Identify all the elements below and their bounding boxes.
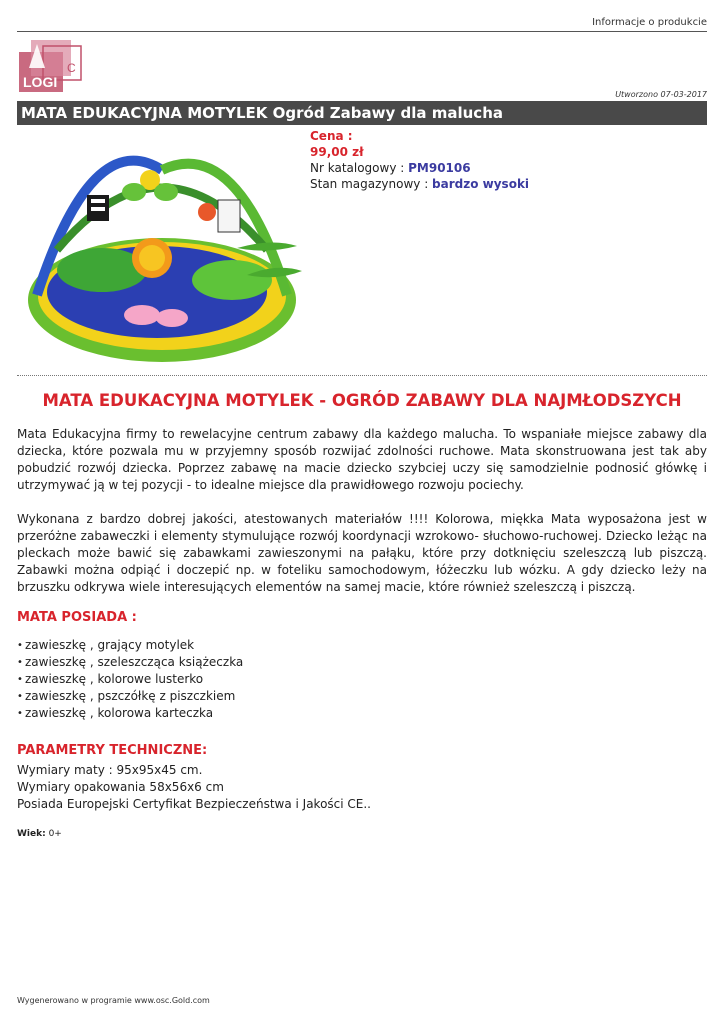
includes-list (17, 637, 243, 722)
product-info (310, 128, 529, 192)
top-divider (17, 31, 707, 32)
description-headline: MATA EDUKACYJNA MOTYLEK - OGRÓD ZABAWY DLA NAJMŁODSZYCH (42, 391, 682, 410)
top-label: Informacje o produkcie (592, 17, 707, 28)
list-item: • zawieszkę , grający motylek (17, 637, 243, 654)
description-paragraph-1: Mata Edukacyjna firmy to rewelacyjne centrum zabawy dla każdego malucha. To wspaniałe miejsce zabawy dla dziecka, które pozwala mu w przyjemny sposób rozwijać zdolności ruchowe. Mata skonstruowana jest tak aby pobudzić rozwój dziecka. Poprzez zabawę na macie dziecko szybciej uczy się samodzielnie podnosić główkę i utrzymywać ją w tej pozycji - to idealne miejsce dla prawidłowego rozwoju pociechy. (17, 427, 707, 492)
stock-status (310, 176, 529, 192)
stock-value: bardzo wysoki (432, 177, 530, 191)
svg-text:C: C (67, 61, 76, 75)
price-value: 99,00 zł (310, 145, 364, 159)
list-item: • zawieszkę , pszczółkę z piszczkiem (17, 688, 243, 705)
list-item: • zawieszkę , kolorowa karteczka (17, 705, 243, 722)
param-line: Posiada Europejski Certyfikat Bezpieczeństwa i Jakości CE.. (17, 797, 371, 811)
stock-label: Stan magazynowy : (310, 177, 433, 191)
product-photo (22, 130, 302, 370)
product-title: MATA EDUKACYJNA MOTYLEK Ogród Zabawy dla malucha (17, 101, 707, 125)
catalog-value: PM90106 (408, 161, 471, 175)
catalog-number (310, 160, 529, 176)
params-block (17, 762, 371, 813)
params-heading: PARAMETRY TECHNICZNE: (17, 743, 208, 758)
age-label: Wiek: (17, 829, 46, 839)
list-item: • zawieszkę , kolorowe lusterko (17, 671, 243, 688)
param-line: Wymiary maty : 95x95x45 cm. (17, 763, 203, 777)
footer-text: Wygenerowano w programie www.osc.Gold.com (17, 996, 210, 1005)
svg-text:LOGI: LOGI (23, 74, 58, 90)
age-info (17, 829, 62, 839)
section-divider (17, 375, 707, 376)
param-line: Wymiary opakowania 58x56x6 cm (17, 780, 224, 794)
list-item: • zawieszkę , szeleszcząca książeczka (17, 654, 243, 671)
description-paragraph-2: Wykonana z bardzo dobrej jakości, atestowanych materiałów !!!! Kolorowa, miękka Mata wyposażona jest w przeróżne zabaweczki i elementy stymulujące rozwój koordynacji wzrokowo- słuchowo-ruchowej. Dziecko leżąc na pleckach może bawić się zabawkami zawieszonymi na pałąku, które przy dotknięciu szeleszczą lub piszczą. Zabawki można odpiąć i doczepić np. w foteliku samochodowym, łóżeczku lub wózku. A gdy dziecko leży na brzuszku odkrywa wiele interesujących elementów na samej macie, które również szeleszczą i piszczą. (17, 512, 707, 594)
price-label: Cena : (310, 129, 353, 143)
logo (17, 38, 85, 94)
age-value: 0+ (45, 829, 62, 839)
created-date: Utworzono 07-03-2017 (615, 90, 707, 99)
catalog-label: Nr katalogowy : (310, 161, 409, 175)
includes-heading: MATA POSIADA : (17, 610, 137, 625)
